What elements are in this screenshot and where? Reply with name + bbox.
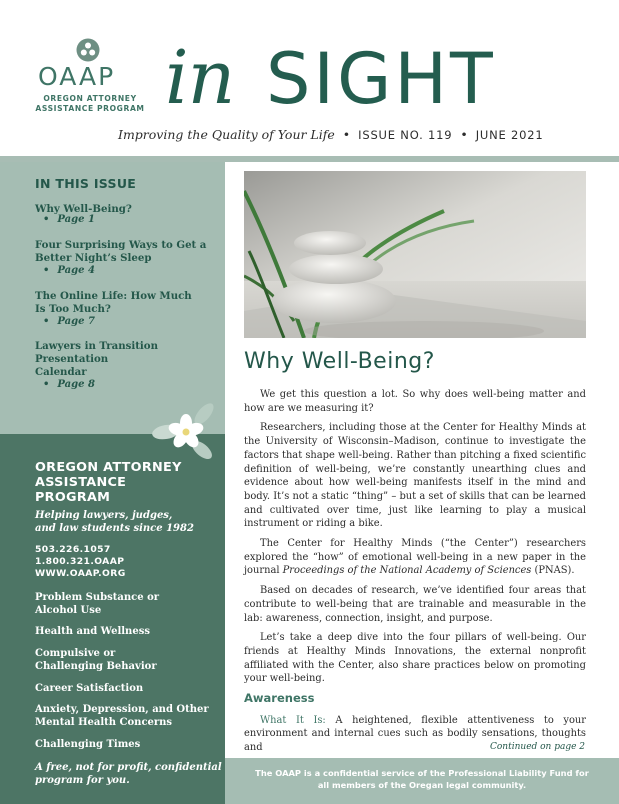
newsletter-title-in: in: [165, 35, 235, 121]
tagline: Improving the Quality of Your Life: [118, 127, 335, 142]
paragraph: Researchers, including those at the Center for Healthy Minds at the University of Wisconsin–Madison, continue to investigate the factors that shape well-being. Rather than pitching a fixed scientific definition of well-being, we’re constantly unearthing clues and evidence about how well-being manifests itself in the mind and body. It’s not a static “thing” – but a set of skills that can be learned and cultivated over time, just like learning to play a musical instrument or riding a bike.: [244, 422, 586, 530]
section-subheading: Awareness: [244, 691, 315, 706]
bullet-icon: •: [43, 379, 50, 390]
issue-number: ISSUE NO. 119: [358, 128, 453, 142]
stacked-stones-photo: [244, 171, 586, 338]
toc-item-title[interactable]: Why Well-Being?: [35, 203, 132, 215]
paragraph: The Center for Healthy Minds (“the Center”) researchers explored the “how” of emotional well-being in a new paper in the journal Proceedings of the National Academy of Sciences (PNAS).: [244, 538, 586, 577]
issue-line: [118, 127, 544, 142]
continued-link[interactable]: Continued on page 2: [490, 742, 586, 752]
paragraph: We get this question a lot. So why does well-being matter and how are we measuring it?: [244, 389, 586, 414]
free-program-note: A free, not for profit, confidential program for you.: [35, 762, 222, 786]
topic-item: Problem Substance or Alcohol Use: [35, 592, 160, 616]
bullet-icon: •: [43, 316, 50, 327]
separator-dot: •: [342, 127, 351, 142]
topic-item: Anxiety, Depression, and Other Mental Health Concerns: [35, 704, 209, 728]
toc-item-page[interactable]: • Page 1: [43, 214, 95, 225]
bullet-icon: •: [43, 214, 50, 225]
separator-dot: •: [460, 127, 468, 142]
toc-item-title[interactable]: Four Surprising Ways to Get a Better Night’s Sleep: [35, 239, 207, 264]
topic-item: Career Satisfaction: [35, 683, 144, 694]
flower-decoration-icon: [152, 398, 220, 466]
phone-local[interactable]: 503.226.1057: [35, 544, 111, 555]
paragraph: Based on decades of research, we’ve identified four areas that contribute to well-being that are trainable and measurable in the lab: awareness, connection, insight, and purpose.: [244, 585, 586, 624]
topic-item: Health and Wellness: [35, 626, 150, 637]
toc-item-page[interactable]: • Page 8: [43, 379, 95, 390]
toc-item-title[interactable]: Lawyers in Transition Presentation Calendar: [35, 340, 159, 378]
topic-item: Compulsive or Challenging Behavior: [35, 648, 157, 672]
toc-heading: IN THIS ISSUE: [35, 176, 137, 191]
paragraph: Let’s take a deep dive into the four pillars of well-being. Our friends at Healthy Minds Innovations, the external nonprofit affiliated with the Center, also share practices below on promoting your well-being.: [244, 632, 586, 685]
bullet-icon: •: [43, 265, 50, 276]
journal-name: Proceedings of the National Academy of Sciences: [282, 565, 532, 577]
topic-item: Challenging Times: [35, 739, 141, 750]
footer-text: The OAAP is a confidential service of the Professional Liability Fund for all members of the Oregan legal community.: [255, 768, 589, 790]
oaap-logo-icon: [76, 38, 100, 62]
paragraph: What It Is: A heightened, flexible attentiveness to your environment and internal cues such as bodily sensations, thoughts and: [244, 714, 587, 754]
toc-item-page[interactable]: • Page 7: [43, 316, 95, 327]
phone-tollfree[interactable]: 1.800.321.OAAP: [35, 556, 125, 567]
issue-date: JUNE 2021: [475, 128, 544, 142]
org-description: Helping lawyers, judges, and law students since 1982: [35, 510, 194, 534]
lead-in: What It Is:: [260, 714, 326, 726]
article-title: Why Well-Being?: [244, 349, 435, 374]
org-name: OREGON ATTORNEY ASSISTANCE PROGRAM: [35, 460, 182, 505]
logo-subtitle: OREGON ATTORNEY ASSISTANCE PROGRAM: [35, 94, 145, 113]
toc-item-page[interactable]: • Page 4: [43, 265, 95, 276]
logo-wordmark: OAAP: [38, 62, 116, 91]
masthead: [0, 0, 619, 158]
newsletter-title-sight: SIGHT: [266, 38, 496, 120]
website-link[interactable]: WWW.OAAP.ORG: [35, 568, 126, 579]
article-body: [244, 388, 586, 761]
toc-item-title[interactable]: The Online Life: How Much Is Too Much?: [35, 290, 192, 315]
